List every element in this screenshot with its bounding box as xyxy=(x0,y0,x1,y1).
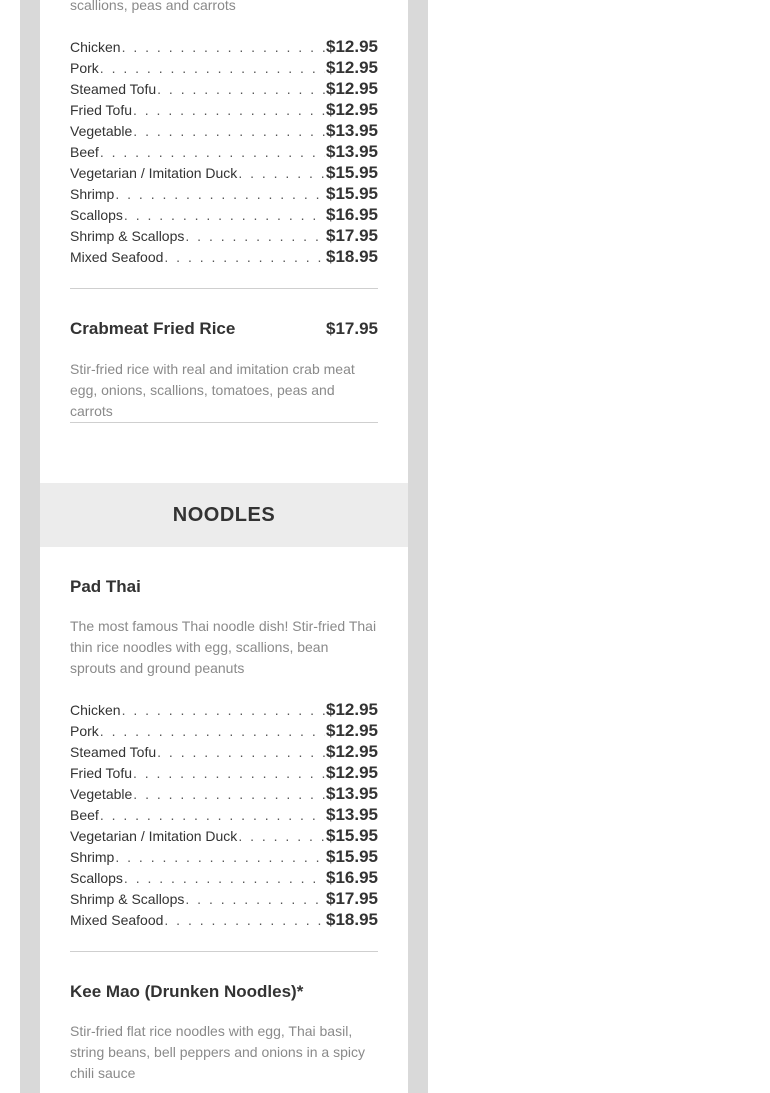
leader-dots xyxy=(185,891,325,907)
price-row-label: Shrimp xyxy=(70,849,115,865)
leader-dots xyxy=(100,807,325,823)
leader-dots xyxy=(100,144,325,160)
price-value: $12.95 xyxy=(326,58,378,77)
leader-dots xyxy=(164,249,325,265)
divider xyxy=(70,422,378,423)
leader-dots xyxy=(115,849,325,865)
price-value: $13.95 xyxy=(326,784,378,803)
price-row-label: Fried Tofu xyxy=(70,102,132,118)
menu-item-title: Kee Mao (Drunken Noodles)* xyxy=(70,982,304,1001)
leader-dots xyxy=(122,39,325,55)
price-row-label: Beef xyxy=(70,144,99,160)
menu-item-description: Stir-fried rice with real and imitation crab meat egg, onions, scallions, tomatoes, peas and carrots xyxy=(70,361,355,419)
price-row xyxy=(70,910,378,931)
leader-dots xyxy=(115,186,325,202)
menu-item-title: Crabmeat Fried Rice xyxy=(70,319,236,338)
price-value: $17.95 xyxy=(326,889,378,908)
price-row xyxy=(70,826,378,847)
leader-dots xyxy=(100,60,325,76)
price-row-label: Vegetable xyxy=(70,123,133,139)
price-row-label: Vegetable xyxy=(70,786,133,802)
price-row-label: Scallops xyxy=(70,870,123,886)
menu-item-description: The most famous Thai noodle dish! Stir-fried Thai thin rice noodles with egg, scallions, bean sprouts and ground peanuts xyxy=(70,618,377,676)
leader-dots xyxy=(124,870,325,886)
leader-dots xyxy=(157,744,325,760)
price-row xyxy=(70,37,378,58)
price-value: $12.95 xyxy=(326,700,378,719)
price-value: $16.95 xyxy=(326,868,378,887)
section-title: NOODLES xyxy=(172,503,276,526)
price-row xyxy=(70,742,378,763)
price-row-label: Steamed Tofu xyxy=(70,81,157,97)
price-row xyxy=(70,142,378,163)
price-value: $15.95 xyxy=(326,826,378,845)
price-value: $12.95 xyxy=(326,79,378,98)
menu-item-description: Stir-fried flat rice noodles with egg, Thai basil, string beans, bell peppers and onions in a spicy chili sauce xyxy=(70,1023,365,1081)
menu-item-title: Pad Thai xyxy=(70,577,141,596)
price-row-label: Fried Tofu xyxy=(70,765,132,781)
leader-dots xyxy=(133,786,325,802)
item-description-partial: scallions, peas and carrots xyxy=(70,0,236,13)
price-row-label: Chicken xyxy=(70,702,121,718)
price-row-label: Chicken xyxy=(70,39,121,55)
price-row-label: Vegetarian / Imitation Duck xyxy=(70,828,238,844)
price-value: $15.95 xyxy=(326,184,378,203)
leader-dots xyxy=(185,228,325,244)
divider xyxy=(70,288,378,289)
leader-dots xyxy=(164,912,325,928)
price-value: $15.95 xyxy=(326,163,378,182)
leader-dots xyxy=(122,702,325,718)
price-row-label: Pork xyxy=(70,60,99,76)
price-row xyxy=(70,763,378,784)
price-row xyxy=(70,121,378,142)
price-row-label: Mixed Seafood xyxy=(70,912,164,928)
leader-dots xyxy=(133,765,325,781)
price-row-label: Mixed Seafood xyxy=(70,249,164,265)
price-value: $17.95 xyxy=(326,226,378,245)
price-value: $12.95 xyxy=(326,37,378,56)
price-value: $13.95 xyxy=(326,142,378,161)
price-row-label: Scallops xyxy=(70,207,123,223)
price-value: $12.95 xyxy=(326,742,378,761)
leader-dots xyxy=(157,81,325,97)
price-row xyxy=(70,700,378,721)
price-list-fried-rice xyxy=(70,37,378,268)
price-row xyxy=(70,79,378,100)
leader-dots xyxy=(124,207,325,223)
price-value: $15.95 xyxy=(326,847,378,866)
price-row xyxy=(70,184,378,205)
divider xyxy=(70,951,378,952)
price-value: $18.95 xyxy=(326,910,378,929)
noodles-section-header xyxy=(40,483,408,547)
price-value: $16.95 xyxy=(326,205,378,224)
price-row-label: Steamed Tofu xyxy=(70,744,157,760)
price-row-label: Pork xyxy=(70,723,99,739)
leader-dots xyxy=(238,828,325,844)
price-row-label: Beef xyxy=(70,807,99,823)
price-row xyxy=(70,889,378,910)
price-value: $18.95 xyxy=(326,247,378,266)
price-row xyxy=(70,721,378,742)
price-list-pad-thai xyxy=(70,700,378,931)
price-row xyxy=(70,805,378,826)
price-row xyxy=(70,100,378,121)
price-value: $13.95 xyxy=(326,805,378,824)
menu-item-header xyxy=(70,319,378,339)
leader-dots xyxy=(100,723,325,739)
price-value: $12.95 xyxy=(326,100,378,119)
price-row xyxy=(70,247,378,268)
price-row xyxy=(70,58,378,79)
price-row-label: Vegetarian / Imitation Duck xyxy=(70,165,238,181)
leader-dots xyxy=(133,123,325,139)
leader-dots xyxy=(238,165,325,181)
price-value: $12.95 xyxy=(326,721,378,740)
price-row xyxy=(70,163,378,184)
price-row-label: Shrimp xyxy=(70,186,115,202)
price-row xyxy=(70,205,378,226)
menu-item-price: $17.95 xyxy=(326,319,378,338)
price-row-label: Shrimp & Scallops xyxy=(70,891,185,907)
price-row xyxy=(70,847,378,868)
price-row xyxy=(70,784,378,805)
leader-dots xyxy=(133,102,325,118)
price-row xyxy=(70,868,378,889)
price-value: $12.95 xyxy=(326,763,378,782)
price-row-label: Shrimp & Scallops xyxy=(70,228,185,244)
price-row xyxy=(70,226,378,247)
price-value: $13.95 xyxy=(326,121,378,140)
